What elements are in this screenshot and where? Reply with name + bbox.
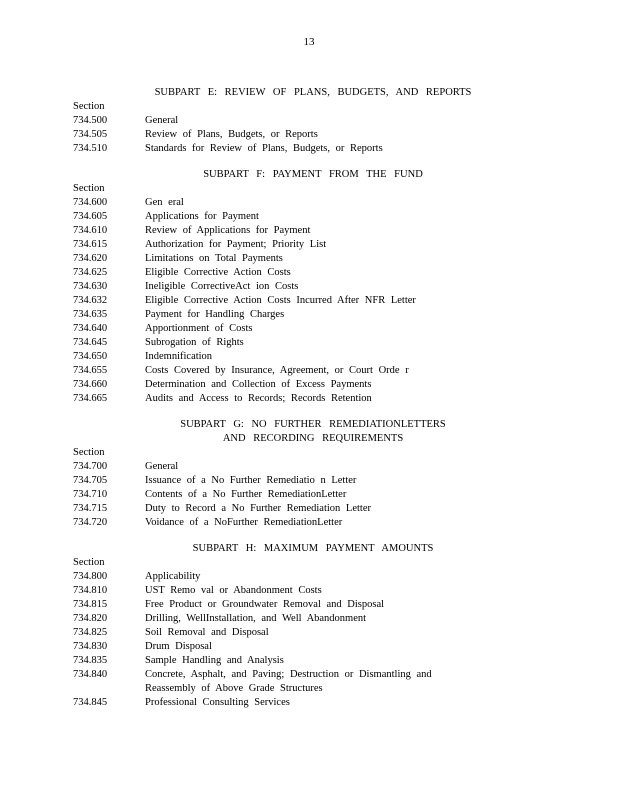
subpart-heading: AND RECORDING REQUIREMENTS — [222, 433, 404, 444]
section-title: Contents of a No Further RemediationLetter — [145, 489, 347, 500]
toc-entry — [73, 238, 553, 252]
toc-entry — [73, 114, 553, 128]
toc-entry — [73, 252, 553, 266]
toc-entry — [73, 294, 553, 308]
section-number: 734.720 — [73, 517, 108, 528]
toc-entry — [73, 378, 553, 392]
section-number: 734.645 — [73, 337, 108, 348]
section-number: 734.505 — [73, 129, 108, 140]
section-number: 734.825 — [73, 627, 108, 638]
section-number: 734.840 — [73, 669, 108, 680]
section-number: 734.820 — [73, 613, 108, 624]
section-title: Issuance of a No Further Remediatio n Letter — [145, 475, 357, 486]
section-number: 734.660 — [73, 379, 108, 390]
section-title: Professional Consulting Services — [145, 697, 290, 708]
section-number: 734.510 — [73, 143, 108, 154]
subpart-block — [73, 86, 553, 156]
toc-entry — [73, 128, 553, 142]
section-title: Eligible Corrective Action Costs — [145, 267, 291, 278]
section-title: Applicability — [145, 571, 201, 582]
section-number: 734.610 — [73, 225, 108, 236]
section-title: Indemnification — [145, 351, 213, 362]
section-title: Review of Applications for Payment — [145, 225, 311, 236]
section-title: Payment for Handling Charges — [145, 309, 285, 320]
section-title: Soil Removal and Disposal — [145, 627, 269, 638]
toc-entry — [73, 142, 553, 156]
section-number: 734.632 — [73, 295, 108, 306]
section-title: Applications for Payment — [145, 211, 259, 222]
toc-entry — [73, 308, 553, 322]
section-title: Subrogation of Rights — [145, 337, 244, 348]
section-title: General — [145, 461, 179, 472]
section-title: Ineligible CorrectiveAct ion Costs — [145, 281, 299, 292]
section-title: Sample Handling and Analysis — [145, 655, 284, 666]
section-title: Limitations on Total Payments — [145, 253, 283, 264]
toc-entry — [73, 322, 553, 336]
page-number: 13 — [303, 36, 315, 48]
section-label: Section — [73, 183, 105, 194]
subpart-heading: SUBPART E: REVIEW OF PLANS, BUDGETS, AND REPORTS — [154, 87, 472, 98]
toc-entry — [73, 350, 553, 364]
section-number: 734.710 — [73, 489, 108, 500]
section-number: 734.500 — [73, 115, 108, 126]
subpart-block — [73, 168, 553, 406]
section-label: Section — [73, 557, 105, 568]
toc-entry — [73, 626, 553, 640]
section-title: Authorization for Payment; Priority List — [145, 239, 327, 250]
toc-entry — [73, 266, 553, 280]
subpart-block — [73, 542, 553, 710]
section-number: 734.665 — [73, 393, 108, 404]
toc-entry — [73, 364, 553, 378]
toc-entry — [73, 696, 553, 710]
section-number: 734.715 — [73, 503, 108, 514]
toc-entry — [73, 488, 553, 502]
section-number: 734.635 — [73, 309, 108, 320]
spacer — [73, 682, 145, 696]
section-title: Drilling, WellInstallation, and Well Abandonment — [145, 613, 367, 624]
section-title: Free Product or Groundwater Removal and Disposal — [145, 599, 385, 610]
toc-entry — [73, 516, 553, 530]
section-number: 734.800 — [73, 571, 108, 582]
section-number: 734.600 — [73, 197, 108, 208]
toc-entry — [73, 336, 553, 350]
toc-entry — [73, 584, 553, 598]
section-title-continued: Reassembly of Above Grade Structures — [145, 683, 323, 694]
section-number: 734.655 — [73, 365, 108, 376]
section-title: Duty to Record a No Further Remediation Letter — [145, 503, 371, 514]
toc-entry — [73, 668, 553, 682]
section-number: 734.650 — [73, 351, 108, 362]
section-number: 734.630 — [73, 281, 108, 292]
section-number: 734.815 — [73, 599, 108, 610]
section-title: Review of Plans, Budgets, or Reports — [145, 129, 318, 140]
toc-entry — [73, 196, 553, 210]
subpart-heading: SUBPART G: NO FURTHER REMEDIATIONLETTERS — [180, 419, 446, 430]
section-title: Drum Disposal — [145, 641, 212, 652]
section-label: Section — [73, 447, 105, 458]
toc-entry — [73, 392, 553, 406]
section-title: Concrete, Asphalt, and Paving; Destruction or Dismantling and — [145, 669, 432, 680]
section-number: 734.605 — [73, 211, 108, 222]
section-number: 734.615 — [73, 239, 108, 250]
table-of-contents — [73, 86, 553, 722]
section-label: Section — [73, 101, 105, 112]
section-number: 734.810 — [73, 585, 108, 596]
section-title: Gen eral — [145, 197, 184, 208]
section-number: 734.640 — [73, 323, 108, 334]
subpart-block — [73, 418, 553, 530]
subpart-heading: SUBPART H: MAXIMUM PAYMENT AMOUNTS — [192, 543, 434, 554]
section-title: Standards for Review of Plans, Budgets, or Reports — [145, 143, 383, 154]
toc-entry — [73, 280, 553, 294]
section-title: Apportionment of Costs — [145, 323, 253, 334]
toc-entry — [73, 612, 553, 626]
toc-entry — [73, 210, 553, 224]
section-number: 734.620 — [73, 253, 108, 264]
toc-entry — [73, 654, 553, 668]
section-number: 734.830 — [73, 641, 108, 652]
toc-entry — [73, 502, 553, 516]
section-title: Determination and Collection of Excess Payments — [145, 379, 372, 390]
toc-entry — [73, 598, 553, 612]
section-number: 734.700 — [73, 461, 108, 472]
section-number: 734.705 — [73, 475, 108, 486]
toc-entry — [73, 570, 553, 584]
toc-entry — [73, 474, 553, 488]
toc-entry-continuation — [73, 682, 553, 696]
toc-entry — [73, 640, 553, 654]
section-title: Audits and Access to Records; Records Retention — [145, 393, 372, 404]
section-title: Costs Covered by Insurance, Agreement, or Court Orde r — [145, 365, 409, 376]
subpart-heading: SUBPART F: PAYMENT FROM THE FUND — [203, 169, 423, 180]
toc-entry — [73, 224, 553, 238]
section-number: 734.625 — [73, 267, 108, 278]
section-title: General — [145, 115, 179, 126]
section-title: UST Remo val or Abandonment Costs — [145, 585, 322, 596]
section-number: 734.845 — [73, 697, 108, 708]
section-title: Voidance of a NoFurther RemediationLetter — [145, 517, 343, 528]
toc-entry — [73, 460, 553, 474]
section-title: Eligible Corrective Action Costs Incurred After NFR Letter — [145, 295, 416, 306]
section-number: 734.835 — [73, 655, 108, 666]
